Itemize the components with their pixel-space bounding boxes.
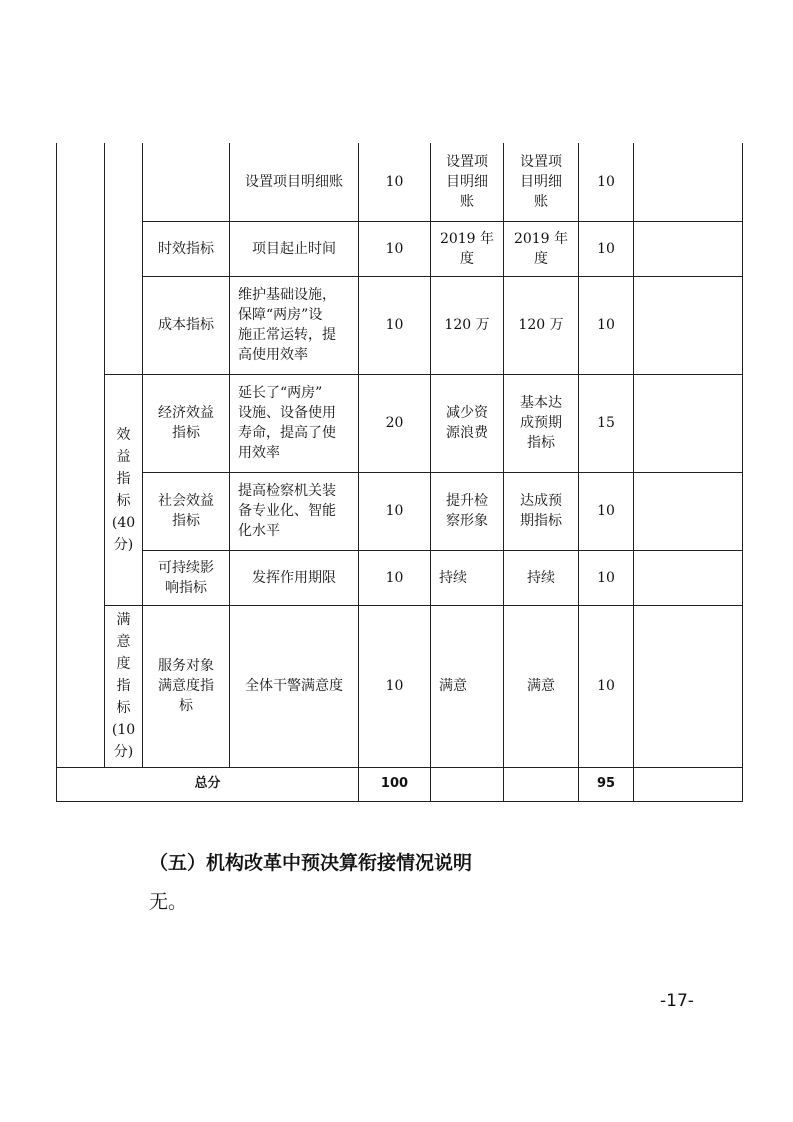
second-level-indicator-cell bbox=[105, 143, 143, 374]
target-value-cell: 持续 bbox=[431, 550, 504, 605]
weight-cell: 10 bbox=[359, 143, 431, 221]
total-score: 95 bbox=[579, 767, 634, 801]
section-heading: （五）机构改革中预决算衔接情况说明 bbox=[149, 852, 473, 874]
remarks-cell bbox=[634, 143, 743, 221]
score-cell: 10 bbox=[579, 221, 634, 276]
remarks-cell bbox=[634, 550, 743, 605]
third-level-indicator-cell: 可持续影 响指标 bbox=[143, 550, 230, 605]
score-cell: 15 bbox=[579, 374, 634, 472]
indicator-content-cell: 延长了“两房” 设施、设备使用 寿命，提高了使 用效率 bbox=[230, 374, 359, 472]
benefit-indicator-category-cell: 效 益 指 标 (40 分) bbox=[105, 374, 143, 605]
third-level-indicator-cell: 时效指标 bbox=[143, 221, 230, 276]
target-value-cell: 2019 年 度 bbox=[431, 221, 504, 276]
third-level-indicator-cell bbox=[143, 143, 230, 221]
indicator-content-cell: 提高检察机关装 备专业化、智能 化水平 bbox=[230, 472, 359, 550]
weight-cell: 10 bbox=[359, 605, 431, 767]
indicator-content-cell: 维护基础设施， 保障“两房”设 施正常运转，提 高使用效率 bbox=[230, 276, 359, 374]
third-level-indicator-cell: 服务对象 满意度指 标 bbox=[143, 605, 230, 767]
weight-cell: 10 bbox=[359, 276, 431, 374]
third-level-indicator-cell: 成本指标 bbox=[143, 276, 230, 374]
table-row bbox=[57, 143, 743, 221]
weight-cell: 10 bbox=[359, 221, 431, 276]
third-level-indicator-cell: 社会效益 指标 bbox=[143, 472, 230, 550]
third-level-indicator-cell: 经济效益 指标 bbox=[143, 374, 230, 472]
table-row bbox=[57, 276, 743, 374]
satisfaction-indicator-category-cell: 满 意 度 指 标 (10 分) bbox=[105, 605, 143, 767]
total-empty-cell bbox=[431, 767, 504, 801]
remarks-cell bbox=[634, 605, 743, 767]
actual-value-cell: 满意 bbox=[504, 605, 579, 767]
score-cell: 10 bbox=[579, 143, 634, 221]
weight-cell: 20 bbox=[359, 374, 431, 472]
weight-cell: 10 bbox=[359, 472, 431, 550]
actual-value-cell: 达成预 期指标 bbox=[504, 472, 579, 550]
section-body: 无。 bbox=[149, 891, 188, 913]
score-cell: 10 bbox=[579, 472, 634, 550]
actual-value-cell: 基本达 成预期 指标 bbox=[504, 374, 579, 472]
total-weight: 100 bbox=[359, 767, 431, 801]
score-cell: 10 bbox=[579, 605, 634, 767]
first-level-indicator-cell bbox=[57, 143, 105, 767]
total-empty-cell bbox=[504, 767, 579, 801]
total-label: 总分 bbox=[57, 767, 359, 801]
target-value-cell: 120 万 bbox=[431, 276, 504, 374]
remarks-cell bbox=[634, 276, 743, 374]
indicator-content-cell: 发挥作用期限 bbox=[230, 550, 359, 605]
target-value-cell: 设置项 目明细 账 bbox=[431, 143, 504, 221]
table-row bbox=[57, 374, 743, 472]
total-row bbox=[57, 767, 743, 801]
actual-value-cell: 持续 bbox=[504, 550, 579, 605]
actual-value-cell: 2019 年 度 bbox=[504, 221, 579, 276]
target-value-cell: 满意 bbox=[431, 605, 504, 767]
table-row bbox=[57, 472, 743, 550]
remarks-cell bbox=[634, 374, 743, 472]
actual-value-cell: 120 万 bbox=[504, 276, 579, 374]
score-cell: 10 bbox=[579, 276, 634, 374]
remarks-cell bbox=[634, 472, 743, 550]
total-remarks-cell bbox=[634, 767, 743, 801]
target-value-cell: 提升检 察形象 bbox=[431, 472, 504, 550]
performance-evaluation-table bbox=[56, 143, 743, 802]
indicator-content-cell: 全体干警满意度 bbox=[230, 605, 359, 767]
table-row bbox=[57, 605, 743, 767]
table-row bbox=[57, 550, 743, 605]
indicator-content-cell: 项目起止时间 bbox=[230, 221, 359, 276]
score-cell: 10 bbox=[579, 550, 634, 605]
indicator-content-cell: 设置项目明细账 bbox=[230, 143, 359, 221]
weight-cell: 10 bbox=[359, 550, 431, 605]
page-number: -17- bbox=[660, 991, 694, 1011]
table-row bbox=[57, 221, 743, 276]
target-value-cell: 减少资 源浪费 bbox=[431, 374, 504, 472]
remarks-cell bbox=[634, 221, 743, 276]
actual-value-cell: 设置项 目明细 账 bbox=[504, 143, 579, 221]
